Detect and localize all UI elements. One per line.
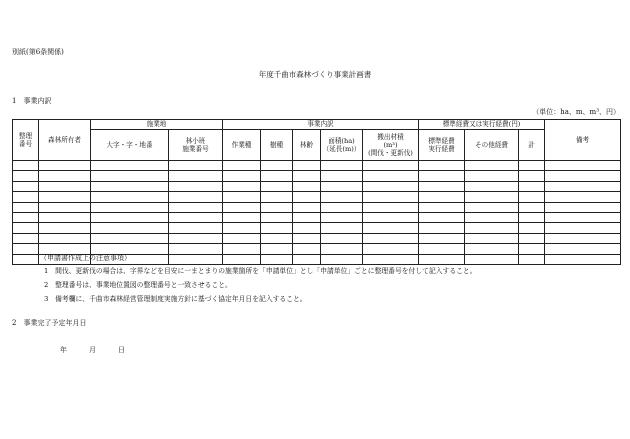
table-cell[interactable] <box>419 202 465 212</box>
table-cell[interactable] <box>261 192 293 202</box>
table-cell[interactable] <box>519 223 545 233</box>
table-cell[interactable] <box>545 202 621 212</box>
table-cell[interactable] <box>39 223 91 233</box>
table-cell[interactable] <box>419 161 465 171</box>
header-standard-cost: 標準経費 実行経費 <box>419 130 465 161</box>
table-cell[interactable] <box>363 254 419 264</box>
table-cell[interactable] <box>223 181 261 191</box>
header-seiri-number: 整理 番号 <box>13 120 39 161</box>
table-cell[interactable] <box>39 202 91 212</box>
table-cell[interactable] <box>465 181 519 191</box>
project-plan-table <box>12 119 621 265</box>
table-cell[interactable] <box>321 181 363 191</box>
table-cell[interactable] <box>261 233 293 243</box>
table-cell[interactable] <box>293 202 321 212</box>
header-forest-owner: 森林所有者 <box>39 120 91 161</box>
table-cell[interactable] <box>321 223 363 233</box>
table-cell[interactable] <box>261 171 293 181</box>
table-row <box>13 212 621 222</box>
table-cell[interactable] <box>13 212 39 222</box>
table-cell[interactable] <box>293 244 321 254</box>
table-cell[interactable] <box>419 192 465 202</box>
table-cell[interactable] <box>13 171 39 181</box>
table-cell[interactable] <box>419 254 465 264</box>
table-cell[interactable] <box>363 161 419 171</box>
table-cell[interactable] <box>465 254 519 264</box>
table-cell[interactable] <box>363 223 419 233</box>
table-cell[interactable] <box>13 223 39 233</box>
table-cell[interactable] <box>13 181 39 191</box>
table-cell[interactable] <box>419 181 465 191</box>
table-cell[interactable] <box>465 161 519 171</box>
table-row <box>13 171 621 181</box>
table-cell[interactable] <box>321 233 363 243</box>
table-cell[interactable] <box>39 181 91 191</box>
table-cell[interactable] <box>519 233 545 243</box>
table-cell[interactable] <box>39 192 91 202</box>
table-cell[interactable] <box>545 192 621 202</box>
header-area: 面積(ha) （延長(m)） <box>321 130 363 161</box>
table-cell[interactable] <box>519 244 545 254</box>
table-cell[interactable] <box>223 223 261 233</box>
table-cell[interactable] <box>519 192 545 202</box>
table-cell[interactable] <box>363 192 419 202</box>
document-title: 年度千曲市森林づくり事業計画書 <box>258 70 372 79</box>
completion-date-line <box>60 346 125 354</box>
table-cell[interactable] <box>363 233 419 243</box>
table-cell[interactable] <box>419 212 465 222</box>
table-cell[interactable] <box>261 244 293 254</box>
table-cell[interactable] <box>13 202 39 212</box>
table-cell[interactable] <box>13 254 39 264</box>
table-cell[interactable] <box>169 223 223 233</box>
month-label: 月 <box>89 346 96 354</box>
table-cell[interactable] <box>91 244 169 254</box>
table-cell[interactable] <box>321 244 363 254</box>
table-cell[interactable] <box>223 161 261 171</box>
table-cell[interactable] <box>39 233 91 243</box>
table-cell[interactable] <box>91 181 169 191</box>
table-cell[interactable] <box>293 181 321 191</box>
header-volume: 搬出材積 (m³) (間伐・更新伐) <box>363 130 419 161</box>
table-cell[interactable] <box>223 233 261 243</box>
table-cell[interactable] <box>545 161 621 171</box>
note-item: 1 間伐、更新伐の場合は、字界などを目安に一まとまりの施業箇所を「申請単位」とし「申請単位」ごとに整理番号を付して記入すること。 <box>44 267 477 275</box>
table-cell[interactable] <box>39 161 91 171</box>
table-cell[interactable] <box>321 171 363 181</box>
table-cell[interactable] <box>545 212 621 222</box>
table-cell[interactable] <box>363 212 419 222</box>
table-cell[interactable] <box>223 254 261 264</box>
table-row <box>13 192 621 202</box>
header-other-cost: その他経費 <box>465 130 519 161</box>
table-cell[interactable] <box>293 254 321 264</box>
table-cell[interactable] <box>39 212 91 222</box>
table-row <box>13 244 621 254</box>
note-item: 3 備考欄に、千曲市森林経営管理制度実施方針に基づく協定年月日を記入すること。 <box>44 295 307 303</box>
table-cell[interactable] <box>293 212 321 222</box>
table-cell[interactable] <box>465 244 519 254</box>
table-cell[interactable] <box>39 171 91 181</box>
table-cell[interactable] <box>261 223 293 233</box>
table-cell[interactable] <box>545 181 621 191</box>
table-cell[interactable] <box>321 192 363 202</box>
table-cell[interactable] <box>91 171 169 181</box>
table-cell[interactable] <box>293 223 321 233</box>
table-cell[interactable] <box>39 244 91 254</box>
table-row <box>13 181 621 191</box>
table-cell[interactable] <box>91 192 169 202</box>
table-cell[interactable] <box>363 202 419 212</box>
table-cell[interactable] <box>363 244 419 254</box>
table-cell[interactable] <box>363 171 419 181</box>
table-cell[interactable] <box>519 202 545 212</box>
table-cell[interactable] <box>321 202 363 212</box>
section-2-heading: 2 事業完了予定年月日 <box>12 319 87 327</box>
table-cell[interactable] <box>261 212 293 222</box>
table-cell[interactable] <box>91 202 169 212</box>
table-cell[interactable] <box>13 233 39 243</box>
table-cell[interactable] <box>545 171 621 181</box>
table-row <box>13 202 621 212</box>
table-cell[interactable] <box>545 233 621 243</box>
header-group-work: 事業内訳 <box>223 120 419 130</box>
table-cell[interactable] <box>91 212 169 222</box>
table-cell[interactable] <box>261 181 293 191</box>
table-row <box>13 233 621 243</box>
table-cell[interactable] <box>223 212 261 222</box>
header-group-cost: 標準経費又は実行経費(円) <box>419 120 545 130</box>
table-cell[interactable] <box>91 223 169 233</box>
table-cell[interactable] <box>169 161 223 171</box>
table-cell[interactable] <box>169 233 223 243</box>
header-work-type: 作業種 <box>223 130 261 161</box>
table-cell[interactable] <box>223 192 261 202</box>
header-group-site: 施業地 <box>91 120 223 130</box>
table-cell[interactable] <box>465 171 519 181</box>
table-cell[interactable] <box>419 233 465 243</box>
table-cell[interactable] <box>293 161 321 171</box>
table-cell[interactable] <box>465 202 519 212</box>
table-cell[interactable] <box>519 254 545 264</box>
section-1-heading: 1 事業内訳 <box>12 97 52 105</box>
table-cell[interactable] <box>13 192 39 202</box>
table-cell[interactable] <box>13 161 39 171</box>
table-row <box>13 161 621 171</box>
table-cell[interactable] <box>419 244 465 254</box>
header-total: 計 <box>519 130 545 161</box>
form-number-note: 別紙(第6条関係) <box>12 48 64 56</box>
table-cell[interactable] <box>419 171 465 181</box>
table-cell[interactable] <box>293 233 321 243</box>
table-cell[interactable] <box>13 244 39 254</box>
table-cell[interactable] <box>169 181 223 191</box>
table-cell[interactable] <box>321 161 363 171</box>
table-cell[interactable] <box>545 254 621 264</box>
year-label: 年 <box>60 346 67 354</box>
table-cell[interactable] <box>465 192 519 202</box>
table-cell[interactable] <box>465 223 519 233</box>
table-cell[interactable] <box>91 161 169 171</box>
table-cell[interactable] <box>261 254 293 264</box>
table-cell[interactable] <box>169 254 223 264</box>
table-cell[interactable] <box>169 171 223 181</box>
table-cell[interactable] <box>223 171 261 181</box>
table-cell[interactable] <box>261 202 293 212</box>
header-remarks: 備考 <box>545 120 621 161</box>
table-cell[interactable] <box>169 212 223 222</box>
day-label: 日 <box>118 346 125 354</box>
table-cell[interactable] <box>545 244 621 254</box>
table-cell[interactable] <box>321 212 363 222</box>
table-cell[interactable] <box>293 171 321 181</box>
unit-note: （単位：ha、m、m³、円） <box>532 108 620 116</box>
header-rinsho-number: 林小班 施業番号 <box>169 130 223 161</box>
table-cell[interactable] <box>321 254 363 264</box>
table-cell[interactable] <box>465 233 519 243</box>
table-cell[interactable] <box>519 212 545 222</box>
table-cell[interactable] <box>293 192 321 202</box>
table-cell[interactable] <box>169 244 223 254</box>
table-cell[interactable] <box>91 233 169 243</box>
table-cell[interactable] <box>169 202 223 212</box>
table-cell[interactable] <box>169 192 223 202</box>
table-cell[interactable] <box>223 202 261 212</box>
header-tree-species: 樹種 <box>261 130 293 161</box>
notes-heading: （申請書作成上の注意事項） <box>40 254 131 262</box>
table-cell[interactable] <box>465 212 519 222</box>
table-cell[interactable] <box>545 223 621 233</box>
table-cell[interactable] <box>363 181 419 191</box>
table-body <box>13 161 621 265</box>
table-cell[interactable] <box>519 161 545 171</box>
table-cell[interactable] <box>519 171 545 181</box>
table-cell[interactable] <box>261 161 293 171</box>
header-forest-age: 林齢 <box>293 130 321 161</box>
note-item: 2 整理番号は、事業地位置図の整理番号と一致させること。 <box>44 281 232 289</box>
table-cell[interactable] <box>419 223 465 233</box>
table-cell[interactable] <box>519 181 545 191</box>
table-row <box>13 223 621 233</box>
header-address: 大字・字・地番 <box>91 130 169 161</box>
table-cell[interactable] <box>223 244 261 254</box>
